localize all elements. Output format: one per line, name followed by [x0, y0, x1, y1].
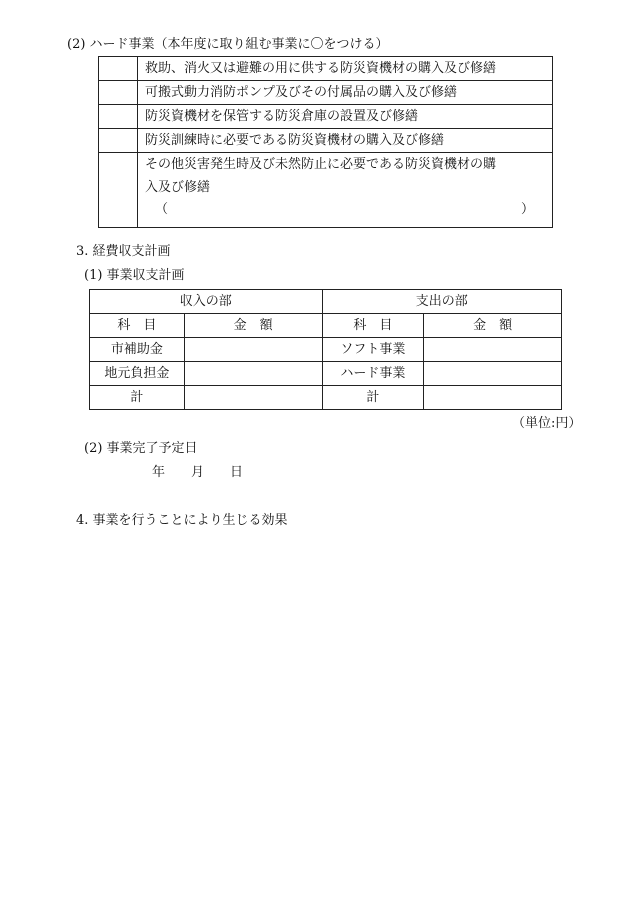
hard-project-row-other: [99, 153, 553, 228]
hard-project-item: 防災訓練時に必要である防災資機材の購入及び修繕: [138, 129, 553, 153]
expense-header: 支出の部: [322, 290, 562, 314]
income-item: 市補助金: [90, 338, 185, 362]
hard-project-item: 防災資機材を保管する防災倉庫の設置及び修繕: [138, 105, 553, 129]
expense-total-cell[interactable]: [424, 386, 562, 410]
budget-table: [89, 289, 562, 410]
hard-project-row: [99, 129, 553, 153]
expense-item-col: 科 目: [322, 314, 424, 338]
completion-date-heading: (2) 事業完了予定日: [84, 441, 198, 456]
selection-mark-cell[interactable]: [99, 129, 138, 153]
expense-amount-col: 金 額: [424, 314, 562, 338]
selection-mark-cell[interactable]: [99, 57, 138, 81]
income-item-col: 科 目: [90, 314, 185, 338]
expense-amount-cell[interactable]: [424, 338, 562, 362]
hard-project-item: 救助、消火又は避難の用に供する防災資機材の購入及び修繕: [138, 57, 553, 81]
table-row: [90, 338, 562, 362]
income-amount-col: 金 額: [184, 314, 322, 338]
other-fill-in-field[interactable]: [145, 199, 552, 221]
income-total-cell[interactable]: [184, 386, 322, 410]
hard-project-item-other: [138, 153, 553, 228]
hard-project-row: [99, 57, 553, 81]
hard-project-row: [99, 81, 553, 105]
budget-column-row: [90, 314, 562, 338]
table-row: [90, 362, 562, 386]
other-text-line1: その他災害発生時及び未然防止に必要である防災資機材の購: [145, 157, 497, 172]
income-amount-cell[interactable]: [184, 362, 322, 386]
table-row-total: [90, 386, 562, 410]
hard-project-table: [98, 56, 553, 228]
budget-header-row: [90, 290, 562, 314]
other-text-line2: 入及び修繕: [145, 180, 211, 195]
income-amount-cell[interactable]: [184, 338, 322, 362]
expense-item: ソフト事業: [322, 338, 424, 362]
selection-mark-cell[interactable]: [99, 153, 138, 228]
budget-plan-heading: 3. 経費収支計画: [76, 244, 171, 259]
paren-open: （: [155, 202, 169, 217]
hard-project-item: 可搬式動力消防ポンプ及びその付属品の購入及び修繕: [138, 81, 553, 105]
income-item: 地元負担金: [90, 362, 185, 386]
hard-project-heading: (2) ハード事業（本年度に取り組む事業に〇をつける）: [67, 37, 389, 52]
expense-total-label: 計: [322, 386, 424, 410]
effects-heading: 4. 事業を行うことにより生じる効果: [76, 513, 288, 528]
completion-date-field[interactable]: 年 月 日: [152, 465, 244, 480]
paren-close: ）: [520, 202, 534, 217]
expense-amount-cell[interactable]: [424, 362, 562, 386]
selection-mark-cell[interactable]: [99, 105, 138, 129]
selection-mark-cell[interactable]: [99, 81, 138, 105]
hard-project-row: [99, 105, 553, 129]
budget-plan-subheading: (1) 事業収支計画: [84, 268, 185, 283]
income-header: 収入の部: [90, 290, 323, 314]
expense-item: ハード事業: [322, 362, 424, 386]
income-total-label: 計: [90, 386, 185, 410]
unit-label: （単位:円）: [512, 416, 582, 431]
